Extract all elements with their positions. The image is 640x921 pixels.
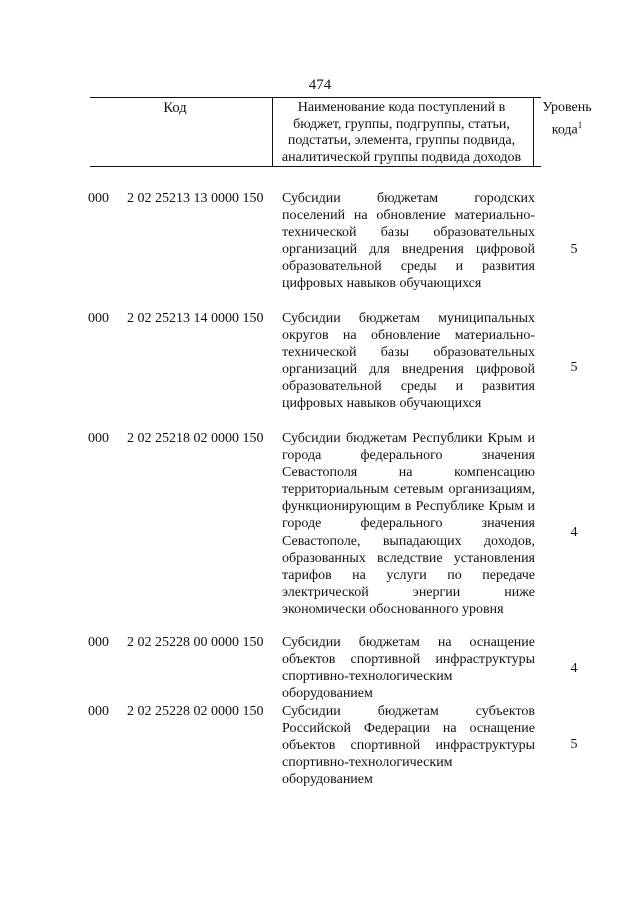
header-level <box>537 100 597 139</box>
footnote-marker: 1 <box>577 119 583 130</box>
revenue-name: Субсидии бюджетам субъектов Российской Федерации на оснащение объектов спортивной инфраструктуры спортивно-технологическим оборудованием <box>282 704 535 788</box>
code-level: 5 <box>570 242 578 257</box>
revenue-code: 2 02 25218 02 0000 150 <box>127 431 264 446</box>
code-level: 4 <box>570 661 578 676</box>
revenue-name: Субсидии бюджетам городских поселений на обновление материально-технической базы образовательных организаций для внедрения цифровой образовательной среды и развития цифровых навыков обучающихся <box>282 191 535 292</box>
header-name: Наименование кода поступлений в бюджет, группы, подгруппы, статьи, подстатьи, элемента, группы подвида, аналитической группы подвида доходов <box>281 100 522 165</box>
admin-code: 000 <box>88 635 109 650</box>
revenue-code: 2 02 25213 14 0000 150 <box>127 311 264 326</box>
admin-code: 000 <box>88 431 109 446</box>
admin-code: 000 <box>88 704 109 719</box>
header-level-label: Уровень кода <box>542 100 592 138</box>
revenue-code: 2 02 25228 00 0000 150 <box>127 635 264 650</box>
header-code: Код <box>163 100 187 116</box>
code-level: 5 <box>570 737 578 752</box>
revenue-code: 2 02 25213 13 0000 150 <box>127 191 264 206</box>
revenue-name: Субсидии бюджетам Республики Крым и города федерального значения Севастополя на компенсацию территориальным сетевым организациям, функционирующим в Республике Крым и городе федерального значения Севастополе, выпадающих доходов, образованных вследствие установления тарифов на услуги по передаче электрической энергии ниже экономически обоснованного уровня <box>282 431 535 617</box>
code-level: 4 <box>570 525 578 540</box>
admin-code: 000 <box>88 191 109 206</box>
revenue-name: Субсидии бюджетам на оснащение объектов спортивной инфраструктуры спортивно-технологическим оборудованием <box>282 635 535 702</box>
revenue-code: 2 02 25228 02 0000 150 <box>127 704 264 719</box>
table-header <box>90 97 592 167</box>
header-divider <box>533 98 534 166</box>
revenue-name: Субсидии бюджетам муниципальных округов на обновление материально-технической базы образовательных организаций для внедрения цифровой образовательной среды и развития цифровых навыков обучающихся <box>282 311 535 412</box>
page-number: 474 <box>308 77 332 93</box>
admin-code: 000 <box>88 311 109 326</box>
code-level: 5 <box>570 360 578 375</box>
